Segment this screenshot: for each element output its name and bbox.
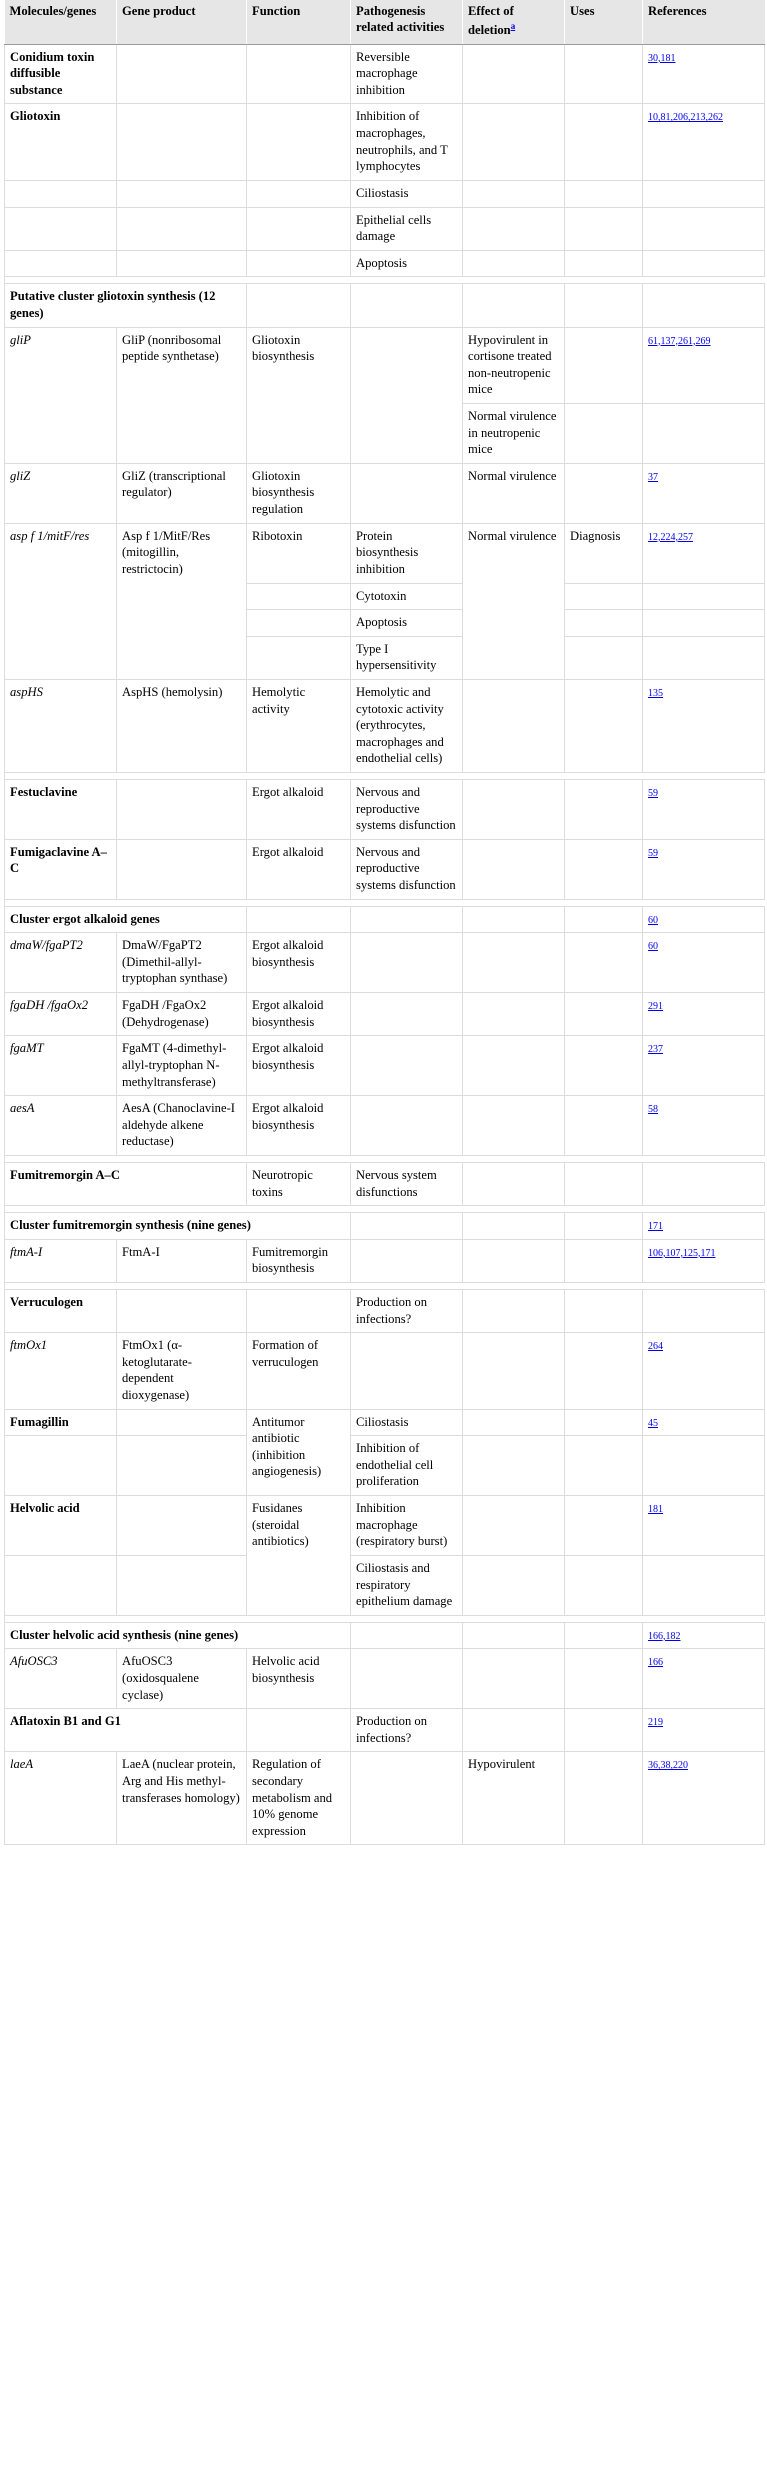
header-effect-of-deletion	[463, 0, 565, 44]
function: Gliotoxin biosynthesis	[247, 327, 351, 463]
reference-link[interactable]: 135	[648, 687, 663, 699]
table-row	[5, 779, 765, 839]
gene-name: gliZ	[5, 463, 117, 523]
gene-product: GliP (nonribosomal peptide synthetase)	[117, 327, 247, 463]
function: Ergot alkaloid biosynthesis	[247, 933, 351, 993]
table-row	[5, 44, 765, 104]
pathogenesis-activity: Ciliostasis	[351, 180, 463, 207]
gene-name: fgaDH /fgaOx2	[5, 993, 117, 1036]
table-row	[5, 906, 765, 933]
cluster-name: Cluster helvolic acid synthesis (nine genes)	[5, 1622, 351, 1649]
table-row	[5, 1555, 765, 1615]
function: Formation of verruculogen	[247, 1333, 351, 1409]
reference-link[interactable]: 59	[648, 787, 658, 799]
table-row	[5, 1436, 765, 1496]
gene-product: AfuOSC3 (oxidosqualene cyclase)	[117, 1649, 247, 1709]
function: Ergot alkaloid biosynthesis	[247, 993, 351, 1036]
table-row	[5, 1333, 765, 1409]
reference-link[interactable]: 264	[648, 1341, 663, 1353]
spacer-row	[5, 1155, 765, 1162]
pathogenesis-activity: Type I hypersensitivity	[351, 636, 463, 679]
spacer-row	[5, 1615, 765, 1622]
table-row	[5, 679, 765, 772]
spacer-row	[5, 277, 765, 284]
cluster-name: Putative cluster gliotoxin synthesis (12 genes)	[5, 284, 247, 327]
table-row	[5, 1036, 765, 1096]
footnote-a-link[interactable]: a	[510, 20, 516, 31]
molecule-name: Fumagillin	[5, 1409, 117, 1436]
table-row	[5, 1213, 765, 1240]
table-row	[5, 993, 765, 1036]
pathogenesis-activity: Inhibition macrophage (respiratory burst)	[351, 1496, 463, 1556]
gene-name: laeA	[5, 1752, 117, 1845]
gene-name: ftmA-I	[5, 1239, 117, 1282]
reference-link[interactable]: 219	[648, 1717, 663, 1729]
gene-name: dmaW/fgaPT2	[5, 933, 117, 993]
function: Fumitremorgin biosynthesis	[247, 1239, 351, 1282]
pathogenesis-activity: Production on infections?	[351, 1709, 463, 1752]
function: Neurotropic toxins	[247, 1162, 351, 1205]
table-row	[5, 933, 765, 993]
spacer-row	[5, 1206, 765, 1213]
table-row	[5, 180, 765, 207]
table-row	[5, 1096, 765, 1156]
table-row	[5, 1496, 765, 1556]
table-header-row	[5, 0, 765, 44]
function: Ergot alkaloid biosynthesis	[247, 1036, 351, 1096]
molecule-name: Verruculogen	[5, 1290, 117, 1333]
header-molecules-genes: Molecules/genes	[5, 0, 117, 44]
table-row	[5, 1239, 765, 1282]
pathogenesis-activity: Inhibition of macrophages, neutrophils, and T lymphocytes	[351, 104, 463, 180]
pathogenesis-activity: Nervous and reproductive systems disfunction	[351, 779, 463, 839]
molecule-name: Fumitremorgin A–C	[5, 1162, 247, 1205]
gene-product: AesA (Chanoclavine-I aldehyde alkene reductase)	[117, 1096, 247, 1156]
pathogenesis-activity: Inhibition of endothelial cell proliferation	[351, 1436, 463, 1496]
spacer-row	[5, 899, 765, 906]
gene-name: aspHS	[5, 679, 117, 772]
function: Regulation of secondary metabolism and 10% genome expression	[247, 1752, 351, 1845]
reference-link[interactable]: 30,181	[648, 52, 676, 64]
reference-link[interactable]: 61,137,261,269	[648, 335, 711, 347]
table-row	[5, 327, 765, 403]
function: Hemolytic activity	[247, 679, 351, 772]
gene-name: AfuOSC3	[5, 1649, 117, 1709]
table-row	[5, 1752, 765, 1845]
gene-name: aesA	[5, 1096, 117, 1156]
function: Antitumor antibiotic (inhibition angiogenesis)	[247, 1409, 351, 1495]
table-row	[5, 1649, 765, 1709]
gene-product: FgaMT (4-dimethyl-allyl-tryptophan N-methyltransferase)	[117, 1036, 247, 1096]
table-row	[5, 523, 765, 583]
reference-link[interactable]: 37	[648, 471, 658, 483]
table-row	[5, 1409, 765, 1436]
reference-link[interactable]: 237	[648, 1044, 663, 1056]
header-gene-product: Gene product	[117, 0, 247, 44]
table-row	[5, 463, 765, 523]
table-row	[5, 1622, 765, 1649]
table-row	[5, 1290, 765, 1333]
function: Ribotoxin	[247, 523, 351, 583]
table-row	[5, 207, 765, 250]
pathogenesis-activity: Hemolytic and cytotoxic activity (erythrocytes, macrophages and endothelial cells)	[351, 679, 463, 772]
reference-link[interactable]: 166	[648, 1657, 663, 1669]
gene-name: ftmOx1	[5, 1333, 117, 1409]
reference-link[interactable]: 181	[648, 1504, 663, 1516]
pathogenesis-activity: Cytotoxin	[351, 583, 463, 610]
deletion-effect: Normal virulence in neutropenic mice	[463, 404, 565, 464]
header-pathogenesis: Pathogenesis related activities	[351, 0, 463, 44]
header-function: Function	[247, 0, 351, 44]
reference-link[interactable]: 36,38,220	[648, 1760, 688, 1772]
pathogenesis-activity: Apoptosis	[351, 250, 463, 277]
gene-product: Asp f 1/MitF/Res (mitogillin, restrictocin)	[117, 523, 247, 679]
cluster-name: Cluster fumitremorgin synthesis (nine genes)	[5, 1213, 351, 1240]
gene-name: asp f 1/mitF/res	[5, 523, 117, 679]
table-row	[5, 250, 765, 277]
pathogenesis-activity: Epithelial cells damage	[351, 207, 463, 250]
table-row	[5, 1709, 765, 1752]
pathogenesis-activity: Ciliostasis	[351, 1409, 463, 1436]
header-effect-label: Effect of deletion	[468, 4, 514, 37]
deletion-effect: Normal virulence	[463, 523, 565, 679]
reference-link[interactable]: 171	[648, 1221, 663, 1233]
function: Ergot alkaloid	[247, 779, 351, 839]
molecule-name: Aflatoxin B1 and G1	[5, 1709, 247, 1752]
pathogenesis-activity: Nervous system disfunctions	[351, 1162, 463, 1205]
table-row	[5, 839, 765, 899]
reference-link[interactable]: 291	[648, 1001, 663, 1013]
reference-link[interactable]: 58	[648, 1104, 658, 1116]
pathogenesis-activity: Ciliostasis and respiratory epithelium damage	[351, 1555, 463, 1615]
reference-link[interactable]: 106,107,125,171	[648, 1247, 716, 1259]
gene-product: LaeA (nuclear protein, Arg and His methyl-transferases homology)	[117, 1752, 247, 1845]
header-uses: Uses	[565, 0, 643, 44]
gene-product: FtmA-I	[117, 1239, 247, 1282]
deletion-effect: Hypovirulent in cortisone treated non-neutropenic mice	[463, 327, 565, 403]
function: Ergot alkaloid biosynthesis	[247, 1096, 351, 1156]
molecule-name: Conidium toxin diffusible substance	[5, 44, 117, 104]
reference-link[interactable]: 45	[648, 1417, 658, 1429]
pathogenesis-activity: Apoptosis	[351, 610, 463, 637]
molecule-name: Helvolic acid	[5, 1496, 117, 1556]
reference-link[interactable]: 59	[648, 847, 658, 859]
uses: Diagnosis	[565, 523, 643, 583]
table-row	[5, 1162, 765, 1205]
gene-product: DmaW/FgaPT2 (Dimethil-allyl-tryptophan synthase)	[117, 933, 247, 993]
gene-product: GliZ (transcriptional regulator)	[117, 463, 247, 523]
table-row	[5, 104, 765, 180]
gene-product: FgaDH /FgaOx2 (Dehydrogenase)	[117, 993, 247, 1036]
gene-product: AspHS (hemolysin)	[117, 679, 247, 772]
function: Ergot alkaloid	[247, 839, 351, 899]
pathogenesis-activity: Protein biosynthesis inhibition	[351, 523, 463, 583]
function: Fusidanes (steroidal antibiotics)	[247, 1496, 351, 1616]
reference-link[interactable]: 60	[648, 914, 658, 926]
reference-link[interactable]: 60	[648, 941, 658, 953]
reference-link[interactable]: 166,182	[648, 1630, 681, 1642]
header-references: References	[643, 0, 765, 44]
reference-link[interactable]: 12,224,257	[648, 531, 693, 543]
deletion-effect: Hypovirulent	[463, 1752, 565, 1845]
cluster-name: Cluster ergot alkaloid genes	[5, 906, 247, 933]
pathogenesis-activity: Reversible macrophage inhibition	[351, 44, 463, 104]
molecule-name: Festuclavine	[5, 779, 117, 839]
molecule-name: Gliotoxin	[5, 104, 117, 180]
table-row	[5, 284, 765, 327]
molecule-name: Fumigaclavine A–C	[5, 839, 117, 899]
deletion-effect: Normal virulence	[463, 463, 565, 523]
pathogenesis-activity: Nervous and reproductive systems disfunction	[351, 839, 463, 899]
reference-link[interactable]: 10,81,206,213,262	[648, 112, 723, 124]
spacer-row	[5, 1283, 765, 1290]
function: Gliotoxin biosynthesis regulation	[247, 463, 351, 523]
gene-name: fgaMT	[5, 1036, 117, 1096]
gene-product: FtmOx1 (α-ketoglutarate-dependent dioxygenase)	[117, 1333, 247, 1409]
gene-name: gliP	[5, 327, 117, 463]
function: Helvolic acid biosynthesis	[247, 1649, 351, 1709]
toxins-table	[4, 0, 765, 1845]
spacer-row	[5, 772, 765, 779]
pathogenesis-activity: Production on infections?	[351, 1290, 463, 1333]
